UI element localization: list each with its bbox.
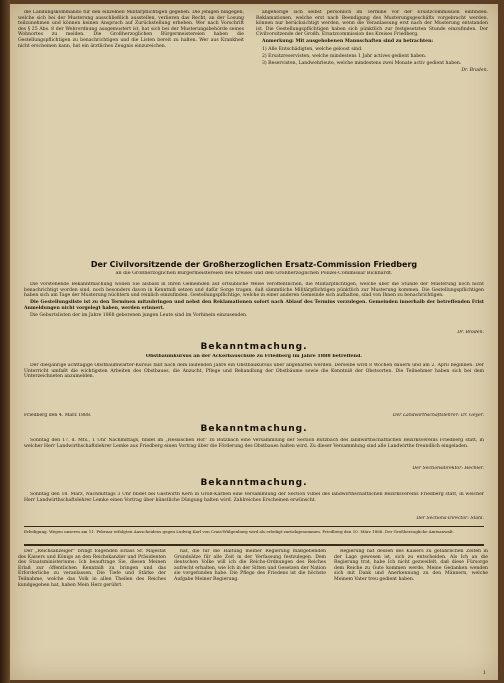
top-right-text: angehörige sich selbst persönlich im Termine vor der Ersatzcommission einfinden. Reklamationen, welche erst nach Beendigung des Musterungsgeschäfts vorgebracht werden, können nur berücksichtigt werden, wenn die Veranlassung erst nach der Musterung entstanden ist. Die Gestellungspflichtigen haben sich pünktlich zur festgesetzten Stunde einzufinden. Der Civilvorsitzende der Großh. Ersatzcommission des Kreises Friedberg. (256, 10, 488, 38)
section-4-text: Sonntag den 18. März, Nachmittags 3 Uhr findet bei Gastwirth Kern in Groß-Karben eine Versammlung der Section Vilbel des landwirthschaftlichen Bezirksvereins Friedberg statt, in welcher Herr Landwirthschaftslehrer Lemke einen Vortrag über künstliche Düngung halten wird. Zahlreiches Erscheinen erwünscht. (24, 492, 484, 503)
divider-line (24, 544, 484, 546)
section-1-emph: Die Gestellungsliste ist zu den Terminen mitzubringen und nebst den Reklamationen sofort nach Ablauf des Termins vorzulegen. Gemeinden innerhalb der betreffenden Frist Anmeldungen nicht vorgelegt haben, werden erinnert. (24, 300, 484, 311)
section-3-text: Sonntag den 17. d. Mts., 1 Uhr Nachmittags, findet im „Hessischen Hof“ zu Butzbach eine Versammlung der Section Butzbach des landwirthschaftlichen Bezirksvereins Friedberg statt, in welcher Herr Landwirthschaftslehrer Lemke aus Friedberg einen Vortrag über die Förderung des Obstbaues halten wird. Zu dieser Versammlung sind alle Landwirthe freundlich eingeladen. (24, 438, 484, 449)
right-list-item: 3) Reservisten, Landwehrleute, welche mindestens zwei Monate activ gedient haben. (262, 60, 462, 66)
subheading-1: an die Großherzoglichen Bürgermeistereien des Kreises und den Großherzoglichen Polizei-Commissär Bickhardt. (115, 271, 393, 276)
heading-ersatz-commission: Der Civilvorsitzende der Großherzoglichen Ersatz-Commission Friedberg (90, 260, 418, 269)
right-list-title: Anmerkung: Mit ausgehobenen Mannschaften sind zu betrachten: (262, 39, 434, 45)
signature-2: Der Landwirthschaftslehrer: Dr. Geyer. (392, 413, 484, 418)
section-2 (24, 363, 484, 411)
date-2: Friedberg den 4. März 1888. (24, 413, 92, 418)
footnote: Erledigung. Wegen unseres am 11. Februar erfolgten Ausscheidens gegen Ludwig Karl von Crais-Wülgenburg wird als erledigt zurückgenommen. Friedberg den 10. März 1888. Der Großherzogliche Amtsanwalt. (24, 529, 455, 534)
signature-4: Der Sections-Director: Stahl. (416, 516, 484, 521)
bottom-right-text: Regierung hat dessen des Kaisers zu gefährlichen Zeiten in der Lage gewesen ist, sich zu entscheiden. Als Ich an die Regierung trat, habe Ich nicht gezweifelt, daß diese Fürsorge dem Reiche zu Gute kommen werde. Meine Gedanken wenden sich mit Dank und Anerkennung zu den Männern, welche Meinem Vater treu gedient haben. (334, 549, 488, 582)
signature-3: Der Sectionsdirektor: Hechler. (412, 466, 484, 471)
subheading-2: Obstbaumkursus an der Ackerbauschule zu Friedberg im Jahre 1888 betreffend. (145, 354, 363, 359)
section-1-tail: Die Geburtslisten der im Jahre 1868 geborenen jungen Leute sind im Vorhinein einzusenden. (30, 312, 248, 318)
signature-top: Dr. Braden. (461, 67, 488, 73)
section-1-text: Die vorstehende Bekanntmachung wollen Sie alsbald in Ihren Gemeinden auf ortsübliche Weise veröffentlichen, die Militärpflichtigen, welche über die Stunde der Musterung noch nicht benachrichtigt worden sind, noch besonders davon in Kenntniß setzen und dafür Sorge tragen, daß sämmtliche Militärpflichtigen pünktlich zur Musterung kommen. Die Gestellungspflichtigen haben sich am Tage der Musterung nüchtern und reinlich einzufinden. Gestellungspflichtige, welche in einer anderen Gemeinde sich aufhalten, sind von Ihnen zu benachrichtigen. (24, 282, 484, 299)
signature-1: Dr. Braden. (457, 330, 484, 335)
top-left-text: die Landungskommando für den einzelnen Militärpflichtigen gegeben. Die jenigen hingegen, welche sich bei der Musterung ausschließlich ausstellen, verlieren das Recht, an der Losung teilzunehmen und können keinen Anspruch auf Zurückstellung erheben. Wer nach Vorschrift des § 25 Abs. 8 der Wehrordnung ausgemustert ist, hat sich bei der Musterungsbehörde seines Wohnortes zu melden. Die Großherzoglichen Bürgermeistereien haben die Gestellungspflichtigen zu benachrichtigen und die Listen bereit zu halten. Wer aus Krankheit nicht erscheinen kann, hat ein ärztliches Zeugnis einzureichen. (18, 10, 244, 49)
bottom-mid-column (174, 549, 326, 671)
top-left-column (18, 10, 244, 228)
newspaper-page (10, 4, 498, 680)
heading-bekanntmachung-2: Bekanntmachung. (200, 424, 308, 434)
section-2-text: Der diesjährige achttägige Obstbaumwärter-Kursus fällt nach dem laufenden Jahre ein Obstbaukursus über abgehalten werden. Derselbe wird 8 Wochen dauern und am 2. April beginnen. Der Unterricht umfaßt die wichtigsten Arbeiten des Obstbaues, die Anzucht, Pflege und Behandlung der Obstbäume sowie die Kenntniß der Obstsorten. Die Teilnehmer haben sich bei dem Unterzeichneten anzumelden. (24, 363, 484, 380)
divider-line (24, 526, 484, 527)
heading-bekanntmachung-1: Bekanntmachung. (200, 342, 308, 352)
book-binding (0, 0, 10, 683)
top-right-column (256, 10, 488, 228)
section-4 (24, 492, 484, 514)
right-list-item: 2) Ersatzreservisten, welche mindestens 1 Jahr actives gedient haben. (262, 53, 427, 59)
section-1 (24, 282, 484, 326)
section-3 (24, 438, 484, 464)
bottom-left-text: Der „Reichsanzeiger“ bringt folgenden Erlass Sr. Majestät des Kaisers und Königs an den Reichskanzler und Präsidenten des Staatsministeriums: Ich beauftrage Sie, diesen Meinen Erlaß zur öffentlichen Kenntniß zu bringen und das Erforderliche zu veranlassen. Die Tiefe und Stärke der Teilnahme, welche das Volk in allen Theilen des Reiches kundgegeben hat, haben Mein Herz gerührt. (18, 549, 166, 588)
bottom-mid-text: hat, die für die Haltung meiner Regierung maßgebenden Grundsätze für alle Zeit in der Verfassung festzulegen. Dem deutschen Volke will ich die Reichs-Ordnungen des Reiches aufrecht erhalten, wie Ich in der Sitten und Gesetzen der Nation sie vorgefunden habe. Die Pflege des Friedens ist die höchste Aufgabe Meiner Regierung. (174, 549, 326, 582)
heading-bekanntmachung-3: Bekanntmachung. (200, 478, 308, 488)
page-number: 1 (482, 670, 486, 676)
bottom-left-column (18, 549, 166, 671)
right-list-item: 1) Alle Entschädigten, welche geloost sind. (262, 46, 363, 52)
bottom-right-column (334, 549, 488, 671)
